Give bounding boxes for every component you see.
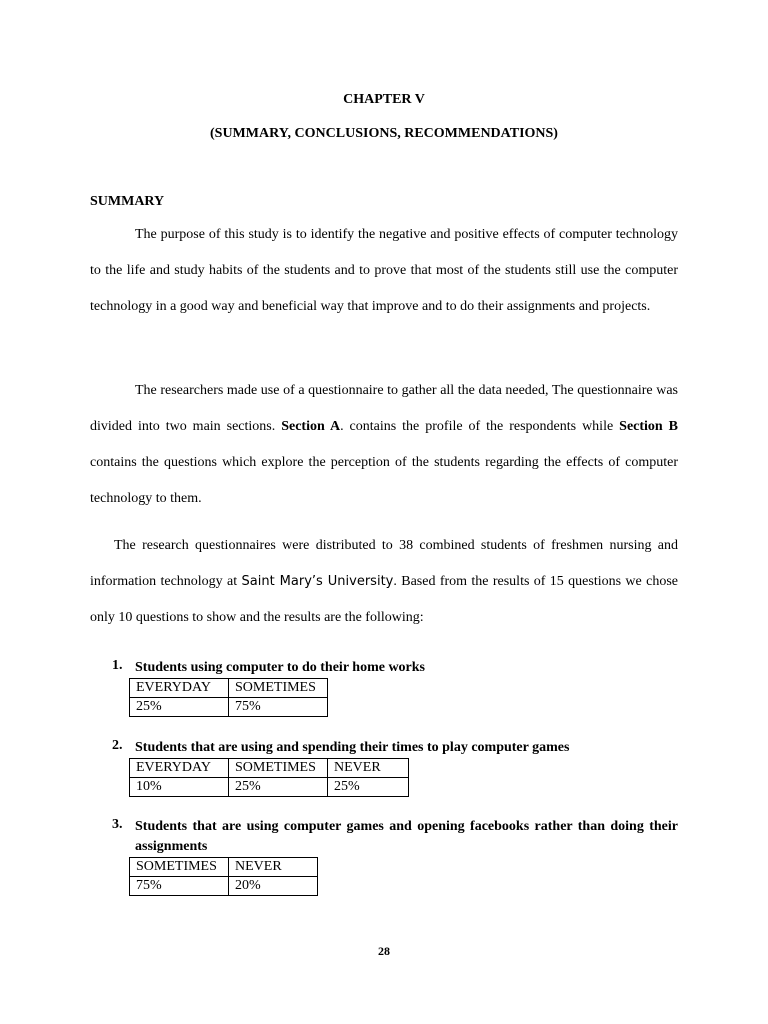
table-cell: 75%: [130, 877, 229, 896]
table-cell: 25%: [328, 778, 409, 797]
table-header-cell: EVERYDAY: [130, 679, 229, 698]
table-header-cell: NEVER: [229, 858, 318, 877]
table-header-cell: SOMETIMES: [229, 759, 328, 778]
table-cell: 20%: [229, 877, 318, 896]
question-2-number: 2.: [112, 738, 123, 753]
question-1-text: Students using computer to do their home works: [135, 660, 426, 675]
table-row: [130, 698, 328, 717]
table-header-row: [130, 858, 318, 877]
table-header-row: [130, 679, 328, 698]
table-cell: 75%: [229, 698, 328, 717]
question-2-table: [129, 758, 409, 797]
question-1-number: 1.: [112, 658, 123, 673]
paragraph-3-text-b: . Based from the results of 15 questions we chose only 10 questions to show and the results are the following:: [90, 574, 678, 625]
table-header-cell: EVERYDAY: [130, 759, 229, 778]
table-header-cell: SOMETIMES: [229, 679, 328, 698]
paragraph-1-text: The purpose of this study is to identify the negative and positive effects of computer technology to the life and study habits of the students and to prove that most of the students still use the computer technology in a good way and beneficial way that improve and to do their assignments and projects.: [90, 227, 678, 314]
question-3-number: 3.: [112, 817, 123, 832]
paragraph-2-text-c: contains the questions which explore the perception of the students regarding the effects of computer technology to them.: [90, 455, 678, 506]
table-cell: 25%: [130, 698, 229, 717]
paragraph-2-text-a: The researchers made use of a questionnaire to gather all the data needed, The questionnaire was divided into two main sections.: [90, 383, 678, 434]
section-a-label: Section A: [281, 419, 341, 434]
question-1-table: [129, 678, 328, 717]
table-header-cell: SOMETIMES: [130, 858, 229, 877]
table-header-row: [130, 759, 409, 778]
table-cell: 25%: [229, 778, 328, 797]
table-header-cell: NEVER: [328, 759, 409, 778]
page-number: 28: [378, 944, 390, 958]
question-2-text: Students that are using and spending their times to play computer games: [135, 740, 570, 755]
paragraph-2-text-b: . contains the profile of the respondents while: [340, 419, 620, 434]
question-3-text: Students that are using computer games and opening facebooks rather than doing their assignments: [135, 819, 678, 854]
summary-paragraph-2: [90, 373, 678, 517]
table-cell: 10%: [130, 778, 229, 797]
section-b-label: Section B: [619, 419, 679, 434]
paragraph-3-text-a: The research questionnaires were distributed to 38 combined students of freshmen nursing and information technology at: [90, 538, 678, 589]
question-3-table: [129, 857, 318, 896]
chapter-subtitle: (SUMMARY, CONCLUSIONS, RECOMMENDATIONS): [210, 126, 558, 141]
summary-paragraph-1: [90, 217, 678, 325]
chapter-title: CHAPTER V: [343, 92, 425, 107]
summary-paragraph-3: [90, 528, 678, 636]
table-row: [130, 877, 318, 896]
summary-heading: SUMMARY: [90, 194, 165, 209]
table-row: [130, 778, 409, 797]
university-name: Saint Mary’s University: [241, 574, 394, 589]
